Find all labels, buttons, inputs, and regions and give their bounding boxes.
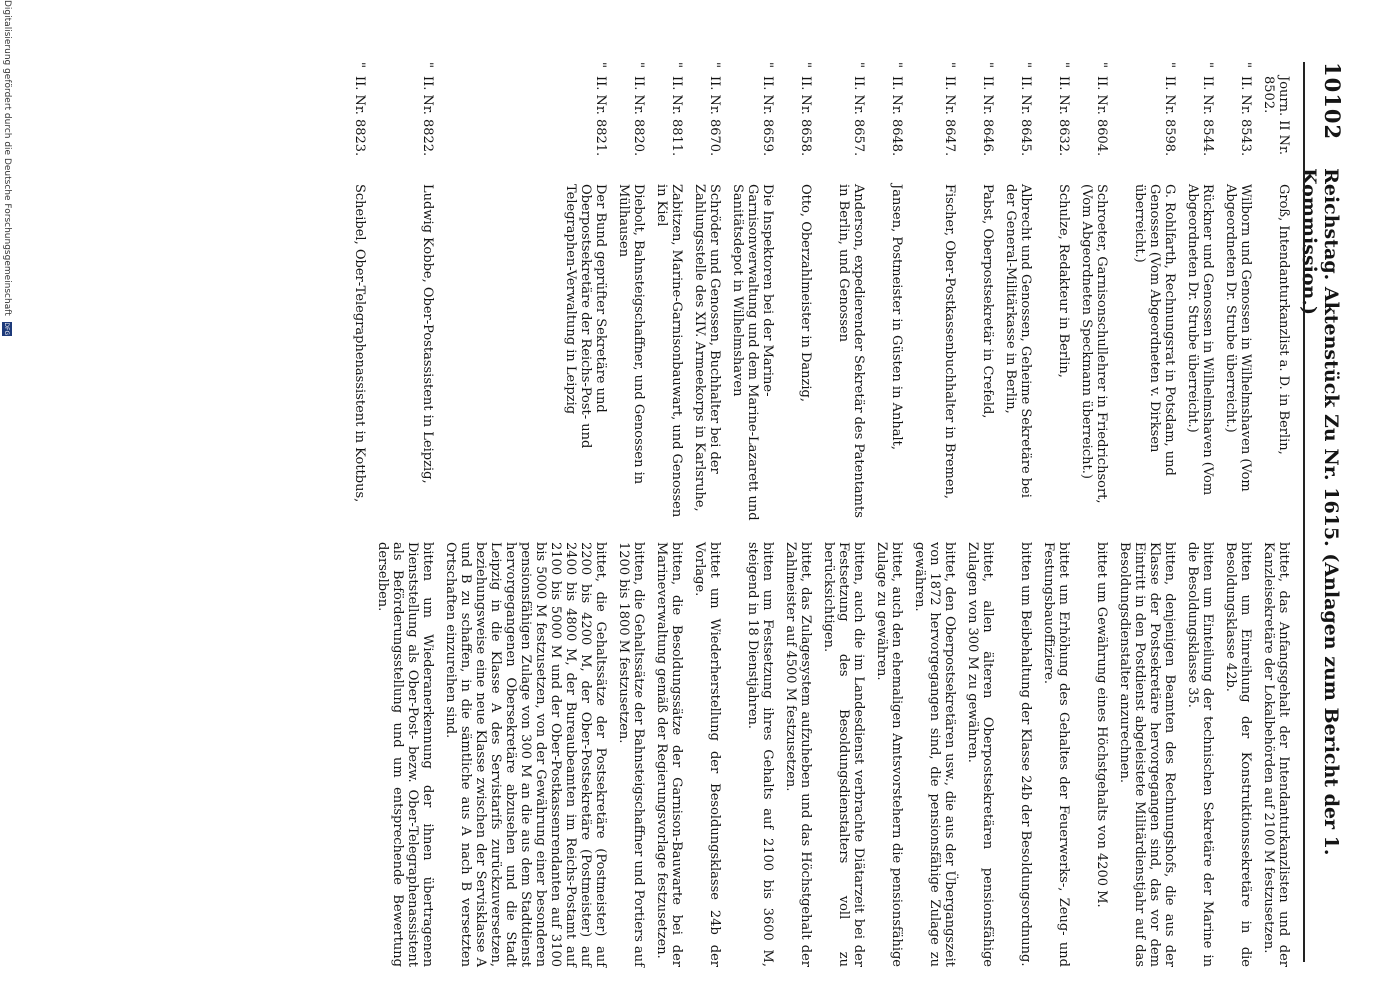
- petitioner-text: Schulze, Redakteur in Berlin,: [1056, 184, 1071, 378]
- petitioner-text: Jansen, Postmeister in Güsten in Anhalt,: [889, 184, 904, 450]
- petition-ref: II. Nr. 8544.: [1200, 76, 1215, 157]
- petition-entry: [724, 62, 777, 967]
- petition-ref: II. Nr. 8598.: [1162, 76, 1177, 157]
- petition-ref: II. Nr. 8670.: [707, 76, 722, 157]
- petitioner-text: Ludwig Kobbe, Ober-Postassistent in Leipzig,: [420, 184, 435, 484]
- petition-entry: [815, 62, 868, 967]
- petition-ref: II. Nr. 8646.: [980, 76, 995, 157]
- petition-entry: [1035, 62, 1073, 967]
- petition-entry: [437, 62, 610, 967]
- ditto-mark: ": [1056, 62, 1071, 68]
- petition-ref: II. Nr. 8604.: [1094, 76, 1109, 157]
- request-text: bitten, die Gehaltssätze der Bahnsteigschaffner und Portiers auf 1200 bis 1800 M festzusetzen.: [616, 542, 646, 967]
- request-text: bitten um Beibehaltung der Klasse 24b der Besoldungsordnung.: [1018, 542, 1033, 967]
- request-text: bitten um Einreihung der Konstruktionssekretäre in die Besoldungsklasse 42b.: [1223, 542, 1253, 967]
- digitization-footer: [1, 0, 13, 1000]
- petitioner-text: Groß, Intendanturkanzlist a. D. in Berlin,: [1276, 184, 1291, 455]
- request-text: bitten, denjenigen Beamten des Rechnungshofs, die aus der Klasse der Postsekretäre hervorgegangen sind, das vor dem Eintritt in den Postdienst abgeleistete Militärdienstjahr auf das Besoldungsdienstalter anzurechnen.: [1117, 542, 1177, 967]
- petition-entry: [1255, 62, 1293, 967]
- petitioner-text: Schroeter, Garnisonschullehrer in Friedrichsort, (Vom Abgeordneten Speckmann überreicht.): [1079, 184, 1109, 504]
- request-text: bittet um Wiederherstellung der Besoldungsklasse 24b der Vorlage.: [692, 542, 722, 967]
- petitioner-text: Otto, Oberzahlmeister in Danzig,: [798, 184, 813, 402]
- petition-entry: [648, 62, 686, 967]
- petitioner-text: Diebolt, Bahnsteigschaffner, und Genossen in Mülhausen: [616, 184, 646, 485]
- petition-entry: [346, 62, 369, 967]
- petition-entry: [1073, 62, 1111, 967]
- request-text: [352, 542, 367, 967]
- ditto-mark: ": [760, 62, 775, 68]
- ditto-mark: ": [1162, 62, 1177, 68]
- petition-entry: [1111, 62, 1179, 967]
- petition-ref: II. Nr. 8820.: [631, 76, 646, 157]
- petitioner-text: Die Inspektoren bei der Marine-Garnisonverwaltung und dem Marine-Lazarett und Sanitätsdepot in Wilhelmshaven: [730, 184, 775, 521]
- ditto-mark: ": [1238, 62, 1253, 68]
- request-text: bittet, die Gehaltssätze der Postsekretäre (Postmeister) auf 2200 bis 4200 M, der Ober-Postsekretäre (Postmeister) auf 2400 bis 4800 M, der Bureaubeamten im Reichs-Postamt auf 2100 bis 5000 M und der Ober-Postkassenrendanten auf 3100 bis 5000 M festzusetzen, von der Gewährung einer besonderen pensionsfähigen Zulage von 300 M an die aus dem Stadtdienst hervorgegangenen Obersekretäre abzusehen und die Stadt Leipzig in die Klasse A des Servistarifs zurückzuversetzen, beziehungsweise eine neue Klasse zwischen der Servisklasse A und B zu schaffen, in die sämtliche aus A nach B versetzten Ortschaften einzureihen sind.: [443, 542, 608, 967]
- petition-ref: II. Nr. 8648.: [889, 76, 904, 157]
- request-text: bittet um Erhöhung des Gehaltes der Feuerwerks-, Zeug- und Festungsbauoffiziere.: [1041, 542, 1071, 967]
- ditto-mark: ": [707, 62, 722, 68]
- petitioner-text: Rückner und Genossen in Wilhelmshaven (Vom Abgeordneten Dr. Strube überreicht.): [1185, 184, 1215, 496]
- ditto-mark: ": [980, 62, 995, 68]
- request-text: bittet, allen älteren Oberpostsekretären pensionsfähige Zulagen von 300 M zu gewähren.: [965, 542, 995, 967]
- page-title: Reichstag. Aktenstück Zu Nr. 1615. (Anlagen zum Bericht der 1. Kommission.): [1298, 168, 1342, 856]
- petition-entry: [906, 62, 959, 967]
- petition-ref: II. Nr. 8543.: [1238, 76, 1253, 157]
- petition-ref: II. Nr. 8645.: [1018, 76, 1033, 157]
- petition-ref: II. Nr. 8822.: [420, 76, 435, 157]
- petitioner-text: Der Bund geprüfter Sekretäre und Oberpostsekretäre der Reichs-Post- und Telegraphen-Verwaltung in Leipzig: [563, 184, 608, 449]
- petition-ref: II. Nr. 8823.: [352, 76, 367, 157]
- request-text: bittet, das Anfangsgehalt der Intendanturkanzlisten und der Kanzleisekretäre der Lokalbehörden auf 2100 M festzusetzen.: [1261, 542, 1291, 967]
- petition-entry: [959, 62, 997, 967]
- request-text: bittet, das Zulagesystem aufzuheben und das Höchstgehalt der Zahlmeister auf 4500 M festzusetzen.: [783, 542, 813, 967]
- petition-list: [346, 62, 1293, 967]
- page-number: 10102: [1320, 62, 1345, 141]
- petition-ref: II. Nr. 8658.: [798, 76, 813, 157]
- petition-entry: [686, 62, 724, 967]
- petitioner-text: Pabst, Oberpostsekretär in Crefeld,: [980, 184, 995, 419]
- dfg-logo: DFG: [3, 322, 11, 336]
- ditto-mark: ": [352, 62, 367, 68]
- ditto-mark: ": [593, 62, 608, 68]
- request-text: bitten um Wiederanerkennung der ihnen übertragenen Dienststellung als Ober-Post- bezw. Ober-Telegraphenassistent als Beförderungsstellung und um entsprechende Bewertung derselben.: [375, 542, 435, 967]
- request-text: bitten um Festsetzung ihres Gehalts auf 2100 bis 3600 M, steigend in 18 Dienstjahren.: [745, 542, 775, 967]
- petition-entry: [1217, 62, 1255, 967]
- ditto-mark: ": [669, 62, 684, 68]
- petition-ref: II. Nr. 8811.: [669, 76, 684, 157]
- request-text: bittet um Gewährung eines Höchstgehalts von 4200 M.: [1094, 542, 1109, 908]
- ditto-mark: ": [1094, 62, 1109, 68]
- petitioner-text: Wilborn und Genossen in Wilhelmshaven (Vom Abgeordneten Dr. Strube überreicht.): [1223, 184, 1253, 492]
- petitioner-text: Fischer, Ober-Postkassenbuchhalter in Bremen,: [942, 184, 957, 500]
- ditto-mark: ": [420, 62, 435, 68]
- petition-ref: II. Nr. 8632.: [1056, 76, 1071, 157]
- header-rule: [1303, 62, 1305, 962]
- ditto-mark: ": [798, 62, 813, 68]
- ditto-mark: [1261, 62, 1291, 76]
- request-text: bitten, auch die im Landesdienst verbrachte Diätarzeit bei der Festsetzung des Besoldungsdienstalters voll zu berücksichtigen.: [821, 542, 866, 967]
- petitioner-text: Scheibel, Ober-Telegraphenassistent in Kottbus,: [352, 184, 367, 503]
- petition-ref: II. Nr. 8821.: [593, 76, 608, 157]
- ditto-mark: ": [1018, 62, 1033, 68]
- ditto-mark: ": [889, 62, 904, 68]
- request-text: bitten, die Besoldungssätze der Garnison-Bauwarte bei der Marineverwaltung gemäß der Regierungsvorlage festzusetzen.: [654, 542, 684, 967]
- petition-entry: [777, 62, 815, 967]
- petitioner-text: Anderson, expedierender Sekretär des Patentamts in Berlin, und Genossen: [836, 184, 866, 518]
- ditto-mark: ": [942, 62, 957, 68]
- petitioner-text: Albrecht und Genossen, Geheime Sekretäre bei der General-Militärkasse in Berlin,: [1003, 184, 1033, 498]
- petition-ref: Journ. II Nr. 8502.: [1261, 76, 1291, 155]
- petitioner-text: Schröder und Genossen, Buchhalter bei der Zahlungsstelle des XIV. Armeekorps in Karlsruhe,: [692, 184, 722, 512]
- petition-entry: [1179, 62, 1217, 967]
- petition-ref: II. Nr. 8657.: [851, 76, 866, 157]
- page-header: [1298, 62, 1345, 962]
- digitization-note: Digitalisierung gefördert durch die Deutsche Forschungsgemeinschaft: [2, 0, 12, 316]
- petition-ref: II. Nr. 8659.: [760, 76, 775, 157]
- petition-entry: [610, 62, 648, 967]
- petitioner-text: G. Rohlfarth, Rechnungsrat in Potsdam, und Genossen (Vom Abgeordneten v. Dirksen überreicht.): [1132, 184, 1177, 476]
- ditto-mark: ": [1200, 62, 1215, 68]
- petition-entry: [868, 62, 906, 967]
- petition-entry: [997, 62, 1035, 967]
- request-text: bittet, den Oberpostsekretären usw., die aus der Übergangszeit von 1872 hervorgegangen sind, die pensionsfähige Zulage zu gewähren.: [912, 542, 957, 967]
- petitioner-text: Zabitzen, Marine-Garnisonbauwart, und Genossen in Kiel: [654, 184, 684, 518]
- request-text: bitten um Einteilung der technischen Sekretäre der Marine in die Besoldungsklasse 35.: [1185, 542, 1215, 967]
- petition-entry: [369, 62, 437, 967]
- petition-ref: II. Nr. 8647.: [942, 76, 957, 157]
- ditto-mark: ": [631, 62, 646, 68]
- request-text: bittet, auch den ehemaligen Amtsvorstehern die pensionsfähige Zulage zu gewähren.: [874, 542, 904, 967]
- ditto-mark: ": [851, 62, 866, 68]
